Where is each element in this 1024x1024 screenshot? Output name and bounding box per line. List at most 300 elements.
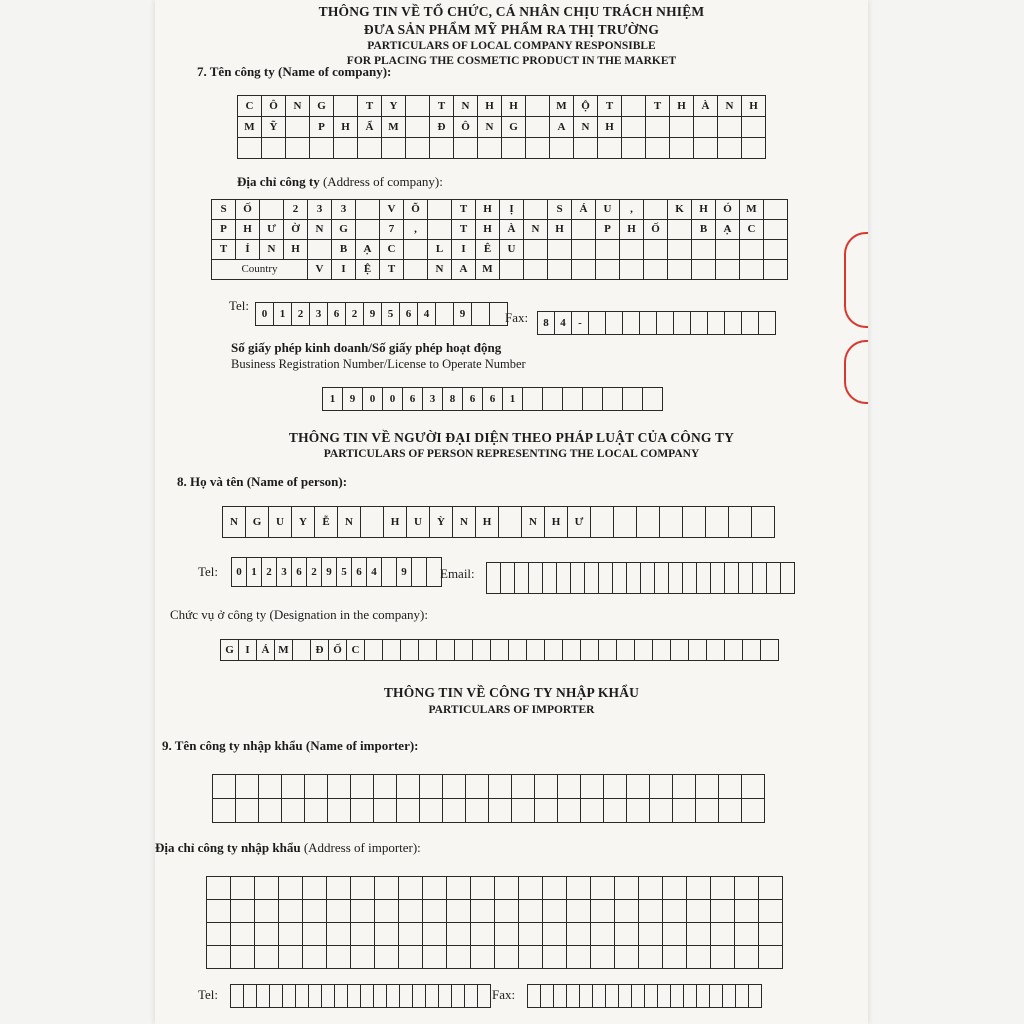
importer-tel-label: Tel:: [198, 987, 219, 1002]
grid-cell: [767, 563, 781, 594]
grid-cell: [487, 563, 501, 594]
grid-cell: [356, 220, 380, 240]
grid-cell: [524, 200, 548, 220]
grid-cell: Á: [257, 640, 275, 661]
importer-address-label: Địa chỉ công ty nhập khẩu (Address of importer):: [155, 840, 421, 855]
grid-cell: [466, 799, 489, 823]
grid-cell: 3: [332, 200, 356, 220]
grid-cell: [495, 923, 519, 946]
grid-cell: [673, 775, 696, 799]
grid-cell: N: [718, 96, 742, 117]
importer-title-en: PARTICULARS OF IMPORTER: [428, 704, 595, 716]
grid-cell: [374, 799, 397, 823]
grid-cell: [742, 312, 759, 335]
importer-tel-field[interactable]: [230, 984, 491, 1008]
grid-cell: 1: [247, 558, 262, 587]
grid-cell: V: [308, 260, 332, 280]
person-email-label: Email:: [440, 566, 475, 581]
grid-cell: [639, 877, 663, 900]
grid-cell: [543, 900, 567, 923]
grid-cell: [671, 640, 689, 661]
grid-cell: Á: [572, 200, 596, 220]
grid-cell: N: [524, 220, 548, 240]
grid-cell: [509, 640, 527, 661]
grid-cell: [361, 985, 374, 1008]
grid-cell: [591, 877, 615, 900]
grid-cell: [375, 946, 399, 969]
grid-cell: [736, 985, 749, 1008]
grid-cell: [303, 923, 327, 946]
grid-cell: [471, 946, 495, 969]
grid-cell: N: [478, 117, 502, 138]
grid-cell: [669, 563, 683, 594]
grid-cell: [308, 240, 332, 260]
grid-cell: [615, 946, 639, 969]
grid-cell: 7: [380, 220, 404, 240]
designation-label: Chức vụ ở công ty (Designation in the company):: [170, 607, 428, 622]
grid-cell: [644, 240, 668, 260]
grid-cell: M: [275, 640, 293, 661]
grid-cell: G: [310, 96, 334, 117]
grid-cell: [303, 946, 327, 969]
grid-cell: [545, 640, 563, 661]
grid-cell: [535, 799, 558, 823]
grid-cell: [236, 775, 259, 799]
grid-cell: [443, 775, 466, 799]
license-number-field[interactable]: [322, 387, 663, 411]
grid-cell: [563, 640, 581, 661]
importer-address-grid[interactable]: [206, 876, 783, 969]
grid-cell: Ư: [568, 507, 591, 538]
grid-cell: [244, 985, 257, 1008]
grid-cell: N: [574, 117, 598, 138]
grid-cell: [684, 985, 697, 1008]
grid-cell: [596, 240, 620, 260]
designation-field[interactable]: [220, 639, 779, 661]
grid-cell: [604, 775, 627, 799]
grid-cell: [739, 563, 753, 594]
grid-cell: [327, 923, 351, 946]
grid-cell: [599, 563, 613, 594]
grid-cell: [718, 117, 742, 138]
company-tel-field[interactable]: [255, 302, 508, 326]
grid-cell: [589, 312, 606, 335]
grid-cell: [581, 799, 604, 823]
grid-cell: [725, 640, 743, 661]
grid-cell: Ệ: [356, 260, 380, 280]
grid-cell: [641, 563, 655, 594]
stamp-mark: [844, 232, 868, 328]
grid-cell: [707, 640, 725, 661]
grid-cell: [351, 877, 375, 900]
grid-cell: [231, 877, 255, 900]
grid-cell: [519, 923, 543, 946]
grid-cell: [740, 260, 764, 280]
grid-cell: [691, 312, 708, 335]
grid-cell: [255, 877, 279, 900]
grid-cell: Ư: [260, 220, 284, 240]
grid-cell: [543, 563, 557, 594]
grid-cell: [356, 200, 380, 220]
grid-cell: Ô: [262, 96, 286, 117]
grid-cell: [742, 775, 765, 799]
grid-cell: [689, 640, 707, 661]
grid-cell: [399, 946, 423, 969]
grid-cell: [653, 640, 671, 661]
grid-cell: [711, 946, 735, 969]
grid-cell: P: [212, 220, 236, 240]
grid-cell: [711, 900, 735, 923]
grid-cell: N: [308, 220, 332, 240]
grid-cell: Ô: [454, 117, 478, 138]
grid-cell: [447, 900, 471, 923]
grid-cell: [580, 985, 593, 1008]
grid-cell: 6: [352, 558, 367, 587]
grid-cell: Ố: [329, 640, 347, 661]
grid-cell: [581, 775, 604, 799]
grid-cell: [399, 923, 423, 946]
grid-cell: [639, 900, 663, 923]
grid-cell: [749, 985, 762, 1008]
grid-cell: [558, 775, 581, 799]
grid-cell: [718, 138, 742, 159]
person-email-field[interactable]: [486, 562, 795, 594]
grid-cell: [650, 799, 673, 823]
grid-cell: [716, 240, 740, 260]
grid-cell: [279, 923, 303, 946]
grid-cell: B: [692, 220, 716, 240]
grid-cell: Ẩ: [358, 117, 382, 138]
company-name-grid[interactable]: [237, 95, 766, 159]
grid-cell: [351, 799, 374, 823]
grid-cell: [574, 138, 598, 159]
grid-cell: [622, 96, 646, 117]
grid-cell: [635, 640, 653, 661]
grid-cell: 9: [322, 558, 337, 587]
grid-cell: À: [500, 220, 524, 240]
grid-cell: M: [238, 117, 262, 138]
grid-cell: [207, 946, 231, 969]
grid-cell: H: [334, 117, 358, 138]
grid-cell: U: [596, 200, 620, 220]
grid-cell: [663, 900, 687, 923]
grid-cell: [420, 775, 443, 799]
grid-cell: [759, 312, 776, 335]
header-title-en: PARTICULARS OF LOCAL COMPANY RESPONSIBLE: [367, 40, 656, 52]
grid-cell: I: [239, 640, 257, 661]
grid-cell: [670, 117, 694, 138]
header-subtitle-vi: ĐƯA SẢN PHẨM MỸ PHẨM RA THỊ TRƯỜNG: [363, 22, 660, 37]
grid-cell: [236, 799, 259, 823]
grid-cell: H: [545, 507, 568, 538]
grid-cell: [627, 799, 650, 823]
country-label: Country: [212, 260, 308, 280]
grid-cell: [423, 923, 447, 946]
grid-cell: [729, 507, 752, 538]
grid-cell: 5: [382, 303, 400, 326]
grid-cell: 9: [364, 303, 382, 326]
grid-cell: N: [260, 240, 284, 260]
grid-cell: [742, 799, 765, 823]
grid-cell: [426, 985, 439, 1008]
representative-title-vi: THÔNG TIN VỀ NGƯỜI ĐẠI DIỆN THEO PHÁP LUẬT CỦA CÔNG TY: [288, 430, 735, 445]
company-address-grid[interactable]: [211, 199, 788, 280]
grid-cell: [719, 799, 742, 823]
grid-cell: 0: [383, 388, 403, 411]
grid-cell: [328, 799, 351, 823]
grid-cell: [657, 312, 674, 335]
grid-cell: Ễ: [315, 507, 338, 538]
grid-cell: [752, 507, 775, 538]
grid-cell: Ó: [716, 200, 740, 220]
grid-cell: [674, 312, 691, 335]
grid-cell: 2: [292, 303, 310, 326]
grid-cell: T: [452, 200, 476, 220]
grid-cell: 1: [274, 303, 292, 326]
grid-cell: [375, 877, 399, 900]
grid-cell: Đ: [430, 117, 454, 138]
grid-cell: [567, 877, 591, 900]
grid-cell: H: [742, 96, 766, 117]
grid-cell: [639, 946, 663, 969]
grid-cell: 9: [343, 388, 363, 411]
grid-cell: [526, 138, 550, 159]
grid-cell: [430, 138, 454, 159]
grid-cell: [614, 507, 637, 538]
grid-cell: [567, 946, 591, 969]
grid-cell: -: [572, 312, 589, 335]
grid-cell: B: [332, 240, 356, 260]
grid-cell: [387, 985, 400, 1008]
grid-cell: [471, 923, 495, 946]
grid-cell: Õ: [404, 200, 428, 220]
grid-cell: 2: [284, 200, 308, 220]
grid-cell: [358, 138, 382, 159]
grid-cell: [571, 563, 585, 594]
grid-cell: [282, 775, 305, 799]
company-fax-field[interactable]: [537, 311, 776, 335]
grid-cell: [478, 985, 491, 1008]
grid-cell: [697, 563, 711, 594]
grid-cell: [723, 985, 736, 1008]
grid-cell: [725, 312, 742, 335]
grid-cell: [663, 923, 687, 946]
grid-cell: [305, 775, 328, 799]
grid-cell: [423, 946, 447, 969]
grid-cell: [279, 900, 303, 923]
company-fax-label: Fax:: [505, 310, 529, 325]
grid-cell: [413, 985, 426, 1008]
grid-cell: [447, 877, 471, 900]
grid-cell: [255, 946, 279, 969]
grid-cell: [399, 877, 423, 900]
grid-cell: [697, 985, 710, 1008]
grid-cell: [658, 985, 671, 1008]
importer-title-vi: THÔNG TIN VỀ CÔNG TY NHẬP KHẨU: [383, 685, 640, 700]
grid-cell: H: [476, 220, 500, 240]
grid-cell: [257, 985, 270, 1008]
grid-cell: [615, 900, 639, 923]
grid-cell: [489, 775, 512, 799]
grid-cell: [639, 923, 663, 946]
grid-cell: [572, 240, 596, 260]
grid-cell: [466, 775, 489, 799]
grid-cell: [716, 260, 740, 280]
grid-cell: [743, 640, 761, 661]
grid-cell: [397, 775, 420, 799]
grid-cell: [623, 312, 640, 335]
grid-cell: [554, 985, 567, 1008]
grid-cell: [603, 388, 623, 411]
grid-cell: [255, 900, 279, 923]
grid-cell: H: [236, 220, 260, 240]
grid-cell: H: [478, 96, 502, 117]
grid-cell: [231, 946, 255, 969]
grid-cell: Ạ: [356, 240, 380, 260]
grid-cell: [420, 799, 443, 823]
form-page: [155, 0, 868, 1024]
grid-cell: 0: [232, 558, 247, 587]
grid-cell: [710, 985, 723, 1008]
grid-cell: Y: [292, 507, 315, 538]
grid-cell: M: [382, 117, 406, 138]
grid-cell: H: [548, 220, 572, 240]
grid-cell: G: [221, 640, 239, 661]
importer-name-grid[interactable]: [212, 774, 765, 823]
grid-cell: [491, 640, 509, 661]
grid-cell: [753, 563, 767, 594]
person-tel-label: Tel:: [198, 564, 219, 579]
grid-cell: [512, 775, 535, 799]
grid-cell: Ộ: [574, 96, 598, 117]
grid-cell: [543, 877, 567, 900]
grid-cell: [327, 900, 351, 923]
grid-cell: [613, 563, 627, 594]
grid-cell: [465, 985, 478, 1008]
grid-cell: [581, 640, 599, 661]
grid-cell: [207, 877, 231, 900]
grid-cell: I: [452, 240, 476, 260]
grid-cell: [528, 985, 541, 1008]
grid-cell: [572, 220, 596, 240]
grid-cell: Ị: [500, 200, 524, 220]
grid-cell: N: [428, 260, 452, 280]
grid-cell: A: [550, 117, 574, 138]
grid-cell: [472, 303, 490, 326]
grid-cell: H: [502, 96, 526, 117]
grid-cell: [683, 507, 706, 538]
grid-cell: [646, 117, 670, 138]
grid-cell: [348, 985, 361, 1008]
grid-cell: [259, 775, 282, 799]
grid-cell: [447, 923, 471, 946]
grid-cell: [617, 640, 635, 661]
grid-cell: [550, 138, 574, 159]
grid-cell: [615, 923, 639, 946]
grid-cell: 0: [256, 303, 274, 326]
grid-cell: [279, 877, 303, 900]
grid-cell: [694, 138, 718, 159]
grid-cell: [523, 388, 543, 411]
grid-cell: M: [476, 260, 500, 280]
grid-cell: H: [476, 507, 499, 538]
grid-cell: [374, 775, 397, 799]
grid-cell: U: [500, 240, 524, 260]
grid-cell: [668, 220, 692, 240]
grid-cell: M: [550, 96, 574, 117]
grid-cell: [598, 138, 622, 159]
grid-cell: [207, 900, 231, 923]
grid-cell: [231, 985, 244, 1008]
grid-cell: [622, 138, 646, 159]
grid-cell: S: [212, 200, 236, 220]
grid-cell: [687, 877, 711, 900]
grid-cell: [683, 563, 697, 594]
company-address-label: Địa chỉ công ty (Address of company):: [237, 174, 443, 189]
grid-cell: 2: [307, 558, 322, 587]
person-tel-field[interactable]: [231, 557, 442, 587]
grid-cell: [759, 900, 783, 923]
grid-cell: [213, 799, 236, 823]
grid-cell: [619, 985, 632, 1008]
grid-cell: [255, 923, 279, 946]
grid-cell: [529, 563, 543, 594]
grid-cell: [711, 923, 735, 946]
grid-cell: [303, 877, 327, 900]
grid-cell: [650, 775, 673, 799]
grid-cell: [557, 563, 571, 594]
importer-name-label: 9. Tên công ty nhập khẩu (Name of importer):: [162, 738, 419, 753]
grid-cell: [643, 388, 663, 411]
grid-cell: G: [246, 507, 269, 538]
grid-cell: [541, 985, 554, 1008]
grid-cell: T: [430, 96, 454, 117]
grid-cell: [543, 923, 567, 946]
grid-cell: [400, 985, 413, 1008]
grid-cell: [397, 799, 420, 823]
grid-cell: [627, 563, 641, 594]
grid-cell: [473, 640, 491, 661]
grid-cell: [382, 558, 397, 587]
grid-cell: [495, 946, 519, 969]
grid-cell: [310, 138, 334, 159]
grid-cell: [735, 923, 759, 946]
grid-cell: 1: [503, 388, 523, 411]
grid-cell: H: [598, 117, 622, 138]
importer-fax-label: Fax:: [492, 987, 516, 1002]
grid-cell: [567, 985, 580, 1008]
grid-cell: ,: [404, 220, 428, 240]
grid-cell: Ờ: [284, 220, 308, 240]
grid-cell: [640, 312, 657, 335]
grid-cell: H: [670, 96, 694, 117]
grid-cell: [500, 260, 524, 280]
company-tel-label: Tel:: [229, 298, 250, 313]
grid-cell: [759, 946, 783, 969]
grid-cell: [740, 240, 764, 260]
grid-cell: 3: [277, 558, 292, 587]
grid-cell: 8: [443, 388, 463, 411]
grid-cell: N: [522, 507, 545, 538]
grid-cell: [637, 507, 660, 538]
grid-cell: [706, 507, 729, 538]
grid-cell: Ê: [476, 240, 500, 260]
grid-cell: [495, 877, 519, 900]
grid-cell: [519, 946, 543, 969]
grid-cell: P: [310, 117, 334, 138]
importer-fax-field[interactable]: [527, 984, 762, 1008]
person-name-field[interactable]: [222, 506, 775, 538]
